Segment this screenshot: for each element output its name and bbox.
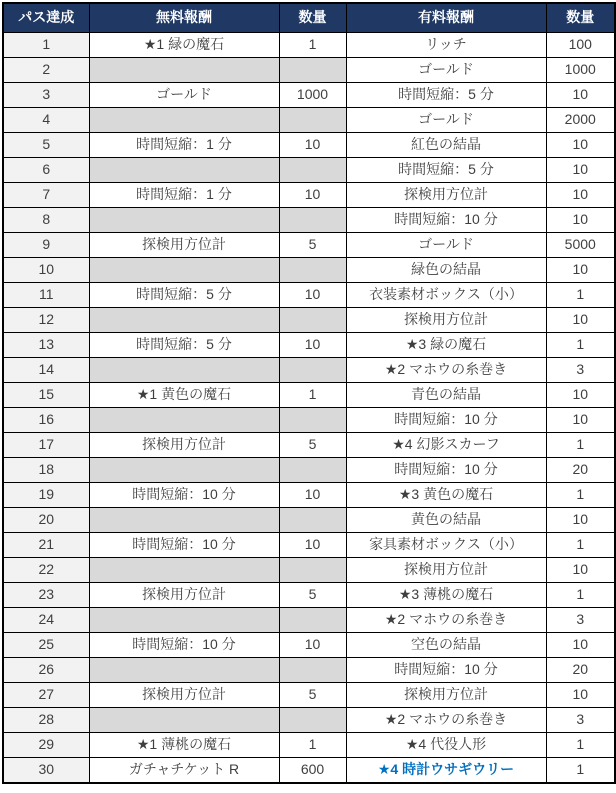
free-qty-cell: 10	[279, 533, 346, 558]
paid-qty-cell: 1	[546, 283, 615, 308]
free-reward-cell: 時間短縮：10 分	[89, 533, 279, 558]
paid-reward-cell: ★2 マホウの糸巻き	[346, 608, 546, 633]
free-qty-cell	[279, 608, 346, 633]
free-reward-cell	[89, 658, 279, 683]
free-qty-cell: 1	[279, 33, 346, 58]
paid-qty-cell: 1	[546, 333, 615, 358]
pass-cell: 19	[3, 483, 89, 508]
paid-qty-cell: 10	[546, 683, 615, 708]
free-qty-cell: 5	[279, 233, 346, 258]
paid-qty-cell: 10	[546, 383, 615, 408]
paid-reward-cell: 探検用方位計	[346, 308, 546, 333]
pass-cell: 10	[3, 258, 89, 283]
free-qty-cell	[279, 258, 346, 283]
free-qty-cell	[279, 158, 346, 183]
paid-qty-cell: 10	[546, 133, 615, 158]
pass-cell: 8	[3, 208, 89, 233]
free-reward-cell: 探検用方位計	[89, 233, 279, 258]
pass-cell: 30	[3, 758, 89, 784]
pass-cell: 4	[3, 108, 89, 133]
table-row	[3, 508, 615, 533]
paid-qty-cell: 100	[546, 33, 615, 58]
paid-qty-cell: 20	[546, 458, 615, 483]
paid-reward-cell: 空色の結晶	[346, 633, 546, 658]
paid-qty-cell: 10	[546, 308, 615, 333]
paid-reward-cell: ★3 緑の魔石	[346, 333, 546, 358]
free-reward-cell: ★1 薄桃の魔石	[89, 733, 279, 758]
table-row	[3, 483, 615, 508]
reward-table	[2, 2, 616, 784]
paid-qty-cell: 2000	[546, 108, 615, 133]
paid-qty-cell: 20	[546, 658, 615, 683]
free-reward-cell: 時間短縮：10 分	[89, 633, 279, 658]
paid-qty-cell: 5000	[546, 233, 615, 258]
paid-qty-cell: 1000	[546, 58, 615, 83]
paid-qty-cell: 10	[546, 258, 615, 283]
paid-reward-cell: ★2 マホウの糸巻き	[346, 358, 546, 383]
paid-reward-cell: 黄色の結晶	[346, 508, 546, 533]
free-reward-cell: ゴールド	[89, 83, 279, 108]
pass-cell: 7	[3, 183, 89, 208]
table-row	[3, 233, 615, 258]
paid-reward-cell: 時間短縮：10 分	[346, 208, 546, 233]
free-reward-cell: 探検用方位計	[89, 433, 279, 458]
pass-cell: 23	[3, 583, 89, 608]
pass-cell: 18	[3, 458, 89, 483]
paid-reward-cell: 家具素材ボックス（小）	[346, 533, 546, 558]
free-qty-cell: 10	[279, 633, 346, 658]
free-reward-cell	[89, 158, 279, 183]
free-qty-cell	[279, 458, 346, 483]
pass-cell: 15	[3, 383, 89, 408]
table-row	[3, 708, 615, 733]
pass-cell: 22	[3, 558, 89, 583]
table-row	[3, 358, 615, 383]
paid-qty-cell: 10	[546, 633, 615, 658]
paid-reward-cell: 緑色の結晶	[346, 258, 546, 283]
paid-reward-cell: ゴールド	[346, 58, 546, 83]
pass-cell: 29	[3, 733, 89, 758]
free-qty-cell	[279, 58, 346, 83]
paid-qty-cell: 10	[546, 558, 615, 583]
pass-cell: 20	[3, 508, 89, 533]
table-row	[3, 558, 615, 583]
free-reward-cell	[89, 608, 279, 633]
free-qty-cell: 10	[279, 333, 346, 358]
free-qty-cell	[279, 708, 346, 733]
paid-qty-cell: 10	[546, 158, 615, 183]
table-row	[3, 533, 615, 558]
table-row	[3, 583, 615, 608]
free-qty-cell	[279, 108, 346, 133]
paid-reward-cell: 時間短縮：5 分	[346, 83, 546, 108]
col-header-pass: パス達成	[3, 3, 89, 33]
header-row	[3, 3, 615, 33]
paid-reward-cell: 衣装素材ボックス（小）	[346, 283, 546, 308]
paid-qty-cell: 3	[546, 708, 615, 733]
pass-cell: 14	[3, 358, 89, 383]
paid-qty-cell: 1	[546, 583, 615, 608]
free-reward-cell	[89, 458, 279, 483]
table-row	[3, 58, 615, 83]
free-reward-cell	[89, 58, 279, 83]
pass-cell: 5	[3, 133, 89, 158]
free-qty-cell: 1	[279, 733, 346, 758]
paid-qty-cell: 10	[546, 183, 615, 208]
free-qty-cell: 5	[279, 583, 346, 608]
free-reward-cell: 時間短縮：1 分	[89, 133, 279, 158]
paid-reward-cell: 時間短縮：10 分	[346, 658, 546, 683]
free-qty-cell: 10	[279, 183, 346, 208]
free-reward-cell: 探検用方位計	[89, 583, 279, 608]
paid-reward-cell: 探検用方位計	[346, 558, 546, 583]
free-qty-cell	[279, 658, 346, 683]
table-row	[3, 433, 615, 458]
free-reward-cell	[89, 208, 279, 233]
free-reward-cell	[89, 308, 279, 333]
free-reward-cell	[89, 708, 279, 733]
paid-reward-cell: 時間短縮：10 分	[346, 458, 546, 483]
paid-reward-cell: ゴールド	[346, 108, 546, 133]
pass-cell: 6	[3, 158, 89, 183]
free-qty-cell: 1	[279, 383, 346, 408]
paid-reward-cell: 時間短縮：10 分	[346, 408, 546, 433]
table-row	[3, 158, 615, 183]
pass-cell: 3	[3, 83, 89, 108]
col-header-paid: 有料報酬	[346, 3, 546, 33]
pass-cell: 21	[3, 533, 89, 558]
pass-cell: 28	[3, 708, 89, 733]
free-reward-cell: ★1 黄色の魔石	[89, 383, 279, 408]
pass-cell: 26	[3, 658, 89, 683]
free-reward-cell	[89, 258, 279, 283]
pass-cell: 25	[3, 633, 89, 658]
pass-cell: 9	[3, 233, 89, 258]
free-reward-cell	[89, 558, 279, 583]
paid-reward-cell: ゴールド	[346, 233, 546, 258]
col-header-free: 無料報酬	[89, 3, 279, 33]
table-row	[3, 108, 615, 133]
paid-qty-cell: 3	[546, 358, 615, 383]
col-header-paid-qty: 数量	[546, 3, 615, 33]
table-row	[3, 658, 615, 683]
paid-reward-cell: 探検用方位計	[346, 183, 546, 208]
table-row	[3, 608, 615, 633]
table-row	[3, 408, 615, 433]
free-reward-cell	[89, 408, 279, 433]
paid-qty-cell: 1	[546, 733, 615, 758]
col-header-free-qty: 数量	[279, 3, 346, 33]
free-qty-cell: 1000	[279, 83, 346, 108]
free-reward-cell: ★1 緑の魔石	[89, 33, 279, 58]
pass-cell: 16	[3, 408, 89, 433]
paid-qty-cell: 10	[546, 408, 615, 433]
table-row	[3, 633, 615, 658]
free-reward-cell: 時間短縮：1 分	[89, 183, 279, 208]
paid-reward-cell: 紅色の結晶	[346, 133, 546, 158]
free-qty-cell	[279, 558, 346, 583]
paid-reward-cell: 青色の結晶	[346, 383, 546, 408]
paid-qty-cell: 10	[546, 83, 615, 108]
table-row	[3, 83, 615, 108]
table-header	[3, 3, 615, 33]
paid-qty-cell: 1	[546, 533, 615, 558]
table-row	[3, 383, 615, 408]
paid-reward-cell: ★2 マホウの糸巻き	[346, 708, 546, 733]
pass-cell: 13	[3, 333, 89, 358]
free-qty-cell: 10	[279, 283, 346, 308]
free-qty-cell	[279, 408, 346, 433]
paid-reward-cell: 時間短縮：5 分	[346, 158, 546, 183]
pass-cell: 11	[3, 283, 89, 308]
free-reward-cell: 時間短縮：10 分	[89, 483, 279, 508]
paid-qty-cell: 1	[546, 483, 615, 508]
free-qty-cell: 600	[279, 758, 346, 784]
table-row	[3, 758, 615, 784]
table-row	[3, 683, 615, 708]
table-row	[3, 458, 615, 483]
pass-cell: 2	[3, 58, 89, 83]
table-body	[3, 33, 615, 784]
pass-cell: 1	[3, 33, 89, 58]
paid-reward-cell: 探検用方位計	[346, 683, 546, 708]
free-reward-cell: 時間短縮：5 分	[89, 333, 279, 358]
paid-qty-cell: 10	[546, 208, 615, 233]
free-reward-cell	[89, 358, 279, 383]
paid-reward-cell: ★4 幻影スカーフ	[346, 433, 546, 458]
paid-reward-cell: ★3 薄桃の魔石	[346, 583, 546, 608]
free-reward-cell	[89, 108, 279, 133]
free-qty-cell: 10	[279, 483, 346, 508]
paid-qty-cell: 3	[546, 608, 615, 633]
paid-reward-cell: ★4 時計ウサギウリー	[346, 758, 546, 784]
free-qty-cell	[279, 358, 346, 383]
pass-cell: 27	[3, 683, 89, 708]
paid-qty-cell: 1	[546, 433, 615, 458]
table-row	[3, 258, 615, 283]
pass-cell: 12	[3, 308, 89, 333]
table-row	[3, 308, 615, 333]
table-row	[3, 133, 615, 158]
table-row	[3, 208, 615, 233]
paid-qty-cell: 10	[546, 508, 615, 533]
paid-reward-cell: ★4 代役人形	[346, 733, 546, 758]
table-row	[3, 733, 615, 758]
free-qty-cell	[279, 308, 346, 333]
table-row	[3, 283, 615, 308]
free-reward-cell	[89, 508, 279, 533]
pass-cell: 17	[3, 433, 89, 458]
free-reward-cell: ガチャチケット R	[89, 758, 279, 784]
pass-cell: 24	[3, 608, 89, 633]
free-qty-cell: 5	[279, 683, 346, 708]
free-reward-cell: 時間短縮：5 分	[89, 283, 279, 308]
table-row	[3, 333, 615, 358]
free-qty-cell: 5	[279, 433, 346, 458]
paid-qty-cell: 1	[546, 758, 615, 784]
table-row	[3, 33, 615, 58]
free-qty-cell: 10	[279, 133, 346, 158]
paid-reward-cell: リッチ	[346, 33, 546, 58]
free-reward-cell: 探検用方位計	[89, 683, 279, 708]
free-qty-cell	[279, 208, 346, 233]
free-qty-cell	[279, 508, 346, 533]
paid-reward-cell: ★3 黄色の魔石	[346, 483, 546, 508]
table-row	[3, 183, 615, 208]
